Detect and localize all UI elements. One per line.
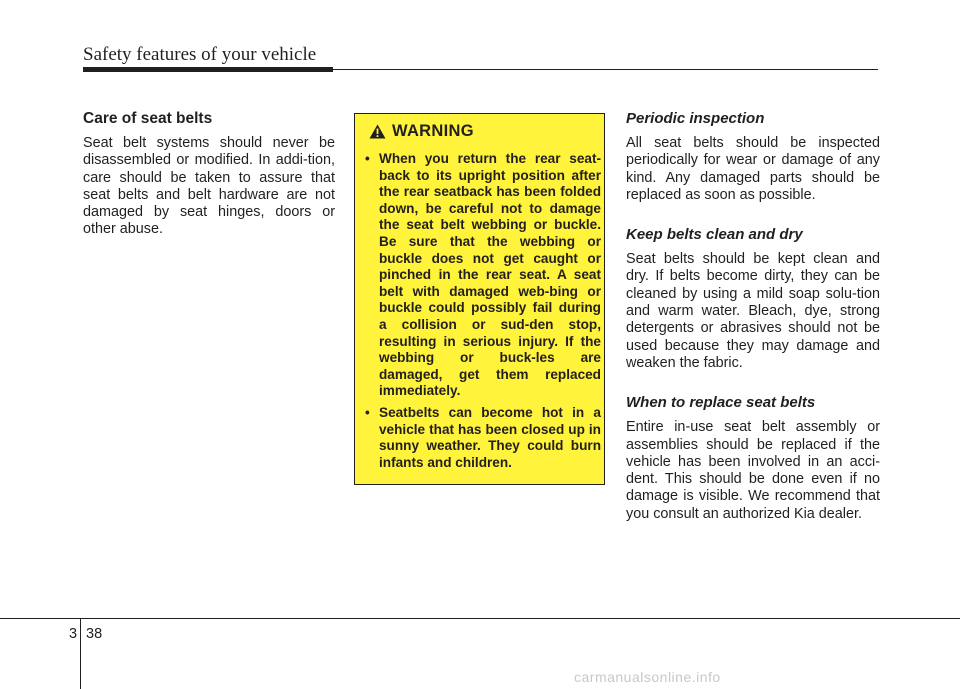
section-heading-periodic-inspection: Periodic inspection bbox=[626, 110, 765, 127]
warning-list bbox=[365, 151, 601, 476]
section-heading-when-to-replace: When to replace seat belts bbox=[626, 394, 816, 412]
warning-heading bbox=[369, 122, 474, 141]
warning-item-text: When you return the rear seat-back to its upright position after the rear seatback has been folded down, be careful not to damage the seat belt webbing or buckle. Be sure that the webbing or buckle does not get caught or pinched in the rear seat. A seat belt with damaged web-bing or buckle could possibly fail during a collision or sud-den stop, resulting in serious injury. If the webbing or buck-les are damaged, get them replaced immediately. bbox=[379, 151, 601, 399]
warning-item bbox=[365, 405, 601, 471]
warning-item-text: Seatbelts can become hot in a vehicle that has been closed up in sunny weather. They could burn infants and children. bbox=[379, 404, 601, 470]
periodic-inspection-paragraph: All seat belts should be inspected periodically for wear or damage of any kind. Any damaged parts should be replaced as soon as possible. bbox=[626, 135, 880, 203]
bullet-icon: • bbox=[365, 404, 370, 420]
page-number: 38 bbox=[86, 626, 103, 642]
header-rule-thick bbox=[83, 67, 333, 72]
section-heading-keep-belts-clean: Keep belts clean and dry bbox=[626, 226, 803, 244]
when-to-replace-paragraph: Entire in-use seat belt assembly or assemblies should be replaced if the vehicle has been involved in an acci-dent. This should be done even if no damage is visible. We recommend that you consult an authorized Kia dealer. bbox=[626, 419, 880, 522]
care-paragraph: Seat belt systems should never be disassembled or modified. In addi-tion, care should be taken to assure that seat belts and belt hardware are not damaged by seat hinges, doors or other abuse. bbox=[83, 135, 335, 238]
right-column bbox=[626, 110, 880, 545]
left-column bbox=[83, 110, 335, 261]
warning-box bbox=[354, 113, 605, 485]
header-rule-thin bbox=[333, 69, 878, 70]
chapter-number: 3 bbox=[69, 626, 78, 642]
page-header-title: Safety features of your vehicle bbox=[83, 44, 317, 65]
footer-rule-horizontal bbox=[0, 618, 960, 619]
bullet-icon: • bbox=[365, 151, 370, 166]
warning-title: WARNING bbox=[392, 122, 474, 140]
watermark: carmanualsonline.info bbox=[574, 669, 721, 685]
keep-belts-clean-paragraph: Seat belts should be kept clean and dry. If belts become dirty, they can be cleaned by using a mild soap solu-tion and warm water. Bleach, dye, strong detergents or abrasives should not be used because they may damage and weaken the fabric. bbox=[626, 251, 880, 371]
footer-rule-vertical bbox=[80, 618, 81, 689]
warning-triangle-icon bbox=[369, 124, 386, 139]
warning-item bbox=[365, 151, 601, 400]
section-heading-care: Care of seat belts bbox=[83, 110, 213, 127]
